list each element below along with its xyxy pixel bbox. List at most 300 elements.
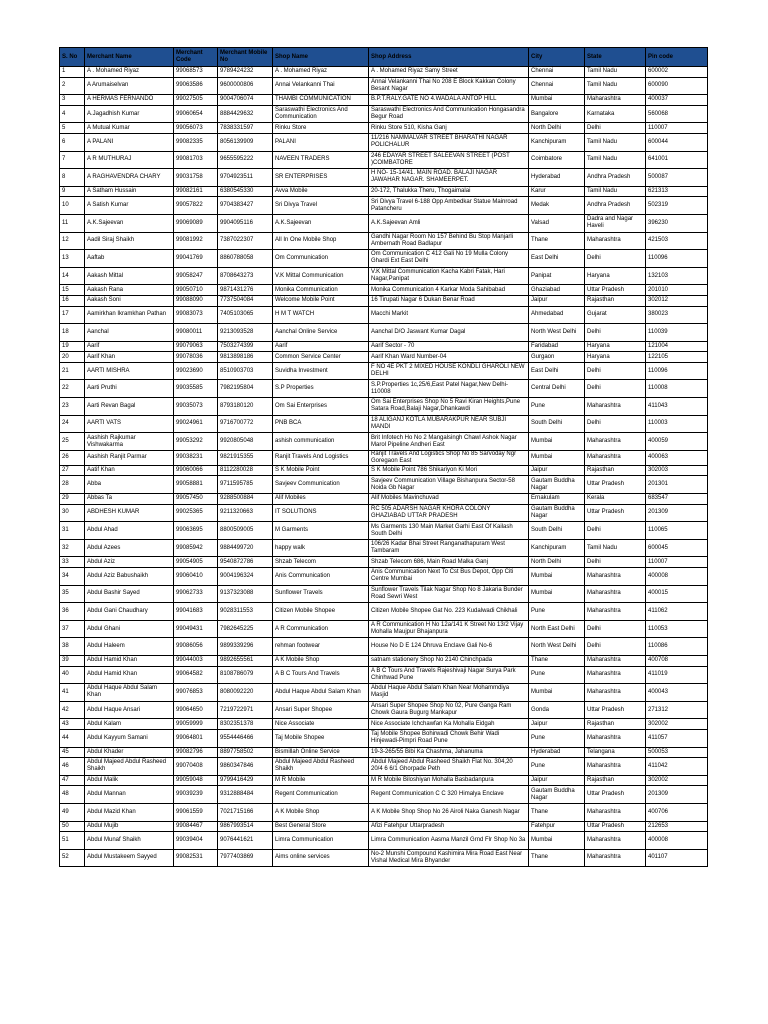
merchant-name-cell: Abdul Haque Abdul Salam Khan [85, 684, 174, 702]
merchant-code-cell: 99024961 [174, 415, 218, 433]
mobile-no-cell: 7982195804 [218, 380, 273, 398]
state-cell: Haryana [585, 341, 646, 352]
shop-name-cell: H M T WATCH [273, 306, 369, 324]
city-cell: Mumbai [529, 450, 585, 465]
merchant-code-cell: 99070408 [174, 758, 218, 776]
mobile-no-cell: 9554446466 [218, 729, 273, 747]
state-cell: Rajasthan [585, 465, 646, 476]
state-cell: Delhi [585, 123, 646, 134]
city-cell: Valsad [529, 214, 585, 232]
merchant-name-cell: Aarif [85, 341, 174, 352]
city-cell: Faridabad [529, 341, 585, 352]
mobile-no-cell: 9799416429 [218, 775, 273, 786]
mobile-no-cell: 8884429632 [218, 105, 273, 123]
table-row [60, 186, 708, 197]
city-cell: East Delhi [529, 362, 585, 380]
table-header [60, 48, 708, 67]
table-row [60, 352, 708, 363]
mobile-no-cell: 7737504084 [218, 295, 273, 306]
mobile-no-cell: 7977403869 [218, 849, 273, 867]
merchant-name-cell: Abdul Aziz Babushaikh [85, 568, 174, 586]
shop-address-cell: S K Mobile Point 786 Shikariyon Ki Mori [369, 465, 529, 476]
pin-code-cell: 201309 [646, 786, 708, 804]
mobile-no-cell: 9892655561 [218, 655, 273, 666]
shop-address-cell: Sunflower Travels Tilak Nagar Shop No 8 Jakaria Bunder Road Sewri West [369, 585, 529, 603]
city-cell: North East Delhi [529, 620, 585, 638]
state-cell: Delhi [585, 362, 646, 380]
table-row [60, 465, 708, 476]
merchant-name-cell: Aaftab [85, 250, 174, 268]
city-cell: Gautam Buddha Nagar [529, 504, 585, 522]
mobile-no-cell: 8108786079 [218, 666, 273, 684]
mobile-no-cell: 6380545330 [218, 186, 273, 197]
merchant-code-cell: 99039404 [174, 832, 218, 850]
mobile-no-cell: 9211320663 [218, 504, 273, 522]
header-row [60, 48, 708, 67]
state-cell: Uttar Pradesh [585, 504, 646, 522]
city-cell: North West Delhi [529, 638, 585, 656]
mobile-no-cell: 9004706074 [218, 95, 273, 106]
merchant-name-cell: Abdul Haque Ansari [85, 701, 174, 719]
state-cell: Maharashtra [585, 450, 646, 465]
city-cell: Chennai [529, 77, 585, 95]
pin-code-cell: 201010 [646, 285, 708, 296]
table-row [60, 105, 708, 123]
shop-address-cell: Aanchal D/O Jaswant Kumar Dagal [369, 324, 529, 342]
mobile-no-cell: 7503274399 [218, 341, 273, 352]
mobile-no-cell: 8510903703 [218, 362, 273, 380]
state-cell: Delhi [585, 250, 646, 268]
header-merchant-name: Merchant Name [85, 48, 174, 67]
merchant-name-cell: A Arumaiselvan [85, 77, 174, 95]
city-cell: Karur [529, 186, 585, 197]
shop-name-cell: Aarif [273, 341, 369, 352]
pin-code-cell: 110086 [646, 638, 708, 656]
table-row [60, 362, 708, 380]
shop-name-cell: A R Communication [273, 620, 369, 638]
shop-address-cell: Afizi Fatehpur Uttarpradesh [369, 821, 529, 832]
shop-address-cell: Citizen Mobile Shopee Gat No. 223 Kudalwadi Chikhali [369, 603, 529, 621]
table-row [60, 67, 708, 78]
shop-name-cell: M Garments [273, 522, 369, 540]
mobile-no-cell: 9867993514 [218, 821, 273, 832]
merchant-name-cell: Aakash Soni [85, 295, 174, 306]
merchant-code-cell: 99064582 [174, 666, 218, 684]
shop-address-cell: No-2 Munshi Compound Kashimira Mira Road East Near Vishal Medical Mira Bhyander [369, 849, 529, 867]
shop-name-cell: Abdul Haque Abdul Salam Khan [273, 684, 369, 702]
serial-no-cell: 27 [60, 465, 85, 476]
table-row [60, 821, 708, 832]
merchant-code-cell: 99064650 [174, 701, 218, 719]
shop-address-cell: 11/216 NAMMALVAR STREET BHARATHI NAGAR POLICHALUR [369, 133, 529, 151]
state-cell: Uttar Pradesh [585, 701, 646, 719]
mobile-no-cell: 9704923511 [218, 169, 273, 187]
mobile-no-cell: 8708643273 [218, 267, 273, 285]
serial-no-cell: 37 [60, 620, 85, 638]
shop-name-cell: Citizen Mobile Shopee [273, 603, 369, 621]
pin-code-cell: 302012 [646, 295, 708, 306]
mobile-no-cell: 9655595222 [218, 151, 273, 169]
mobile-no-cell: 7387022307 [218, 232, 273, 250]
pin-code-cell: 600044 [646, 133, 708, 151]
table-row [60, 775, 708, 786]
merchant-code-cell: 99082796 [174, 747, 218, 758]
shop-address-cell: Macchi Markit [369, 306, 529, 324]
shop-address-cell: 19-3-265/55 Bibi Ka Chashma, Jahanuma [369, 747, 529, 758]
table-row [60, 380, 708, 398]
mobile-no-cell: 8793180120 [218, 398, 273, 416]
mobile-no-cell: 8800509005 [218, 522, 273, 540]
pin-code-cell: 110096 [646, 362, 708, 380]
state-cell: Maharashtra [585, 758, 646, 776]
state-cell: Delhi [585, 522, 646, 540]
merchant-code-cell: 99082335 [174, 133, 218, 151]
mobile-no-cell: 9904095116 [218, 214, 273, 232]
city-cell: Bangalore [529, 105, 585, 123]
city-cell: South Delhi [529, 415, 585, 433]
merchant-code-cell: 99039239 [174, 786, 218, 804]
merchant-name-cell: Abdul Malik [85, 775, 174, 786]
header-shop-address: Shop Address [369, 48, 529, 67]
shop-address-cell: H NO- 15-14/41. MAIN ROAD. BALAJI NAGAR JAWAHAR NAGAR. SHAMEERPET. [369, 169, 529, 187]
shop-address-cell: Monika Communication 4 Karkar Moda Sahibabad [369, 285, 529, 296]
city-cell: Gonda [529, 701, 585, 719]
shop-address-cell: M R Mobile Biloshiyan Mohalla Basbadanpura [369, 775, 529, 786]
city-cell: Gurgaon [529, 352, 585, 363]
shop-address-cell: RC 505 ADARSH NAGAR KHORA COLONY GHAZIABAD UTTAR PRADESH [369, 504, 529, 522]
state-cell: Haryana [585, 267, 646, 285]
state-cell: Delhi [585, 324, 646, 342]
shop-address-cell: S.P.Properties 1c,25/6,East Patel Nagar,New Delhi-110008 [369, 380, 529, 398]
shop-address-cell: Regent Communication C C 320 Himalya Enclave [369, 786, 529, 804]
merchant-name-cell: Abdul Munaf Shaikh [85, 832, 174, 850]
table-row [60, 701, 708, 719]
merchant-code-cell: 99063586 [174, 77, 218, 95]
city-cell: Panipat [529, 267, 585, 285]
shop-address-cell: 18 ALIGANJ KOTLA MUBARAKPUR NEAR SUBJI MANDI [369, 415, 529, 433]
state-cell: Uttar Pradesh [585, 476, 646, 494]
serial-no-cell: 33 [60, 557, 85, 568]
merchant-name-cell: A R MUTHURAJ [85, 151, 174, 169]
serial-no-cell: 16 [60, 295, 85, 306]
mobile-no-cell: 8112280028 [218, 465, 273, 476]
merchant-code-cell: 99060654 [174, 105, 218, 123]
state-cell: Maharashtra [585, 603, 646, 621]
shop-name-cell: PALANI [273, 133, 369, 151]
city-cell: Mumbai [529, 832, 585, 850]
state-cell: Maharashtra [585, 398, 646, 416]
shop-name-cell: THAMBI COMMUNICATION [273, 95, 369, 106]
pin-code-cell: 683547 [646, 494, 708, 505]
serial-no-cell: 6 [60, 133, 85, 151]
state-cell: Uttar Pradesh [585, 821, 646, 832]
merchant-code-cell: 99083073 [174, 306, 218, 324]
state-cell: Uttar Pradesh [585, 285, 646, 296]
state-cell: Maharashtra [585, 849, 646, 867]
serial-no-cell: 46 [60, 758, 85, 776]
city-cell: Pune [529, 666, 585, 684]
serial-no-cell: 14 [60, 267, 85, 285]
city-cell: Ernakulam [529, 494, 585, 505]
shop-address-cell: Aarif Khan Ward Number-04 [369, 352, 529, 363]
merchant-code-cell: 99062733 [174, 585, 218, 603]
city-cell: Thane [529, 849, 585, 867]
merchant-code-cell: 99041769 [174, 250, 218, 268]
merchant-sheet [59, 47, 707, 867]
state-cell: Maharashtra [585, 729, 646, 747]
shop-name-cell: Common Service Center [273, 352, 369, 363]
city-cell: Mumbai [529, 585, 585, 603]
merchant-code-cell: 99038231 [174, 450, 218, 465]
city-cell: Mumbai [529, 568, 585, 586]
shop-name-cell: Saraswathi Electronics And Communication [273, 105, 369, 123]
table-row [60, 341, 708, 352]
mobile-no-cell: 9704383427 [218, 197, 273, 215]
table-row [60, 267, 708, 285]
shop-name-cell: Aims online services [273, 849, 369, 867]
mobile-no-cell: 9004196324 [218, 568, 273, 586]
city-cell: Mumbai [529, 95, 585, 106]
serial-no-cell: 29 [60, 494, 85, 505]
merchant-code-cell: 99078036 [174, 352, 218, 363]
mobile-no-cell: 8302351378 [218, 719, 273, 730]
shop-name-cell: S K Mobile Point [273, 465, 369, 476]
merchant-code-cell: 99058247 [174, 267, 218, 285]
merchant-name-cell: A Mutual Kumar [85, 123, 174, 134]
merchant-code-cell: 99027505 [174, 95, 218, 106]
merchant-name-cell: Abdul Ghani [85, 620, 174, 638]
mobile-no-cell: 9076441621 [218, 832, 273, 850]
merchant-code-cell: 99068573 [174, 67, 218, 78]
pin-code-cell: 110003 [646, 415, 708, 433]
serial-no-cell: 32 [60, 539, 85, 557]
serial-no-cell: 47 [60, 775, 85, 786]
shop-name-cell: Limra Communication [273, 832, 369, 850]
pin-code-cell: 400063 [646, 450, 708, 465]
serial-no-cell: 18 [60, 324, 85, 342]
serial-no-cell: 30 [60, 504, 85, 522]
merchant-name-cell: A.K.Sajeevan [85, 214, 174, 232]
shop-name-cell: Bismillah Online Service [273, 747, 369, 758]
merchant-code-cell: 99069089 [174, 214, 218, 232]
state-cell: Haryana [585, 352, 646, 363]
shop-name-cell: A.K.Sajeevan [273, 214, 369, 232]
merchant-name-cell: Aakash Rana [85, 285, 174, 296]
shop-name-cell: Abdul Majeed Abdul Rasheed Shaikh [273, 758, 369, 776]
merchant-code-cell: 99035073 [174, 398, 218, 416]
table-row [60, 620, 708, 638]
city-cell: Mumbai [529, 684, 585, 702]
shop-name-cell: M R Mobile [273, 775, 369, 786]
merchant-table [59, 47, 708, 867]
merchant-name-cell: Abdul Bashir Sayed [85, 585, 174, 603]
pin-code-cell: 400015 [646, 585, 708, 603]
serial-no-cell: 23 [60, 398, 85, 416]
table-row [60, 539, 708, 557]
shop-address-cell: 16 Tirupati Nagar 6 Dukan Benar Road [369, 295, 529, 306]
state-cell: Maharashtra [585, 95, 646, 106]
pin-code-cell: 110007 [646, 557, 708, 568]
serial-no-cell: 11 [60, 214, 85, 232]
city-cell: Ahmedabad [529, 306, 585, 324]
city-cell: Chennai [529, 67, 585, 78]
shop-address-cell: A R Communication H No 12a/141 K Street No 13/2 Vijay Mohalla Maujpur Bhajanpura [369, 620, 529, 638]
state-cell: Maharashtra [585, 803, 646, 821]
shop-address-cell: Saraswathi Electronics And Communication Hongasandra Begur Road [369, 105, 529, 123]
shop-address-cell: satnam stationery Shop No 2140 Chinchpada [369, 655, 529, 666]
state-cell: Maharashtra [585, 585, 646, 603]
pin-code-cell: 411019 [646, 666, 708, 684]
merchant-name-cell: Abba [85, 476, 174, 494]
state-cell: Andhra Pradesh [585, 169, 646, 187]
merchant-name-cell: Abdul Gani Chaudhary [85, 603, 174, 621]
merchant-name-cell: Abdul Majeed Abdul Rasheed Shaikh [85, 758, 174, 776]
pin-code-cell: 400706 [646, 803, 708, 821]
merchant-name-cell: Aanchal [85, 324, 174, 342]
city-cell: Gautam Buddha Nagar [529, 476, 585, 494]
pin-code-cell: 401107 [646, 849, 708, 867]
merchant-name-cell: Abdul Kayyum Samani [85, 729, 174, 747]
serial-no-cell: 21 [60, 362, 85, 380]
shop-name-cell: PNB BCA [273, 415, 369, 433]
merchant-code-cell: 99025365 [174, 504, 218, 522]
shop-name-cell: Savjeev Communication [273, 476, 369, 494]
shop-address-cell: Om Communication C 412 Gali No 19 Mulla Colony Ghardi Ext East Delhi [369, 250, 529, 268]
serial-no-cell: 2 [60, 77, 85, 95]
shop-name-cell: Aanchal Online Service [273, 324, 369, 342]
state-cell: Maharashtra [585, 684, 646, 702]
shop-name-cell: A K Mobile Shop [273, 803, 369, 821]
merchant-code-cell: 99082531 [174, 849, 218, 867]
merchant-code-cell: 99063695 [174, 522, 218, 540]
shop-name-cell: ashish communication [273, 433, 369, 451]
shop-name-cell: Om Sai Enterprises [273, 398, 369, 416]
mobile-no-cell: 9920805048 [218, 433, 273, 451]
state-cell: Rajasthan [585, 295, 646, 306]
shop-name-cell: All In One Mobile Shop [273, 232, 369, 250]
shop-address-cell: 20-172, Thalukka Theru, Thogaimalai [369, 186, 529, 197]
pin-code-cell: 110053 [646, 620, 708, 638]
shop-address-cell: Ms Garments 130 Main Market Garhi East Of Kailash South Delhi [369, 522, 529, 540]
shop-name-cell: Ranjit Travels And Logistics [273, 450, 369, 465]
shop-address-cell: Alif Mobiles Mavinchuvad [369, 494, 529, 505]
merchant-code-cell: 99084467 [174, 821, 218, 832]
table-row [60, 151, 708, 169]
table-row [60, 832, 708, 850]
merchant-code-cell: 99044003 [174, 655, 218, 666]
table-row [60, 476, 708, 494]
merchant-code-cell: 99060410 [174, 568, 218, 586]
pin-code-cell: 411042 [646, 758, 708, 776]
shop-address-cell: A . Mohamed Riyaz Samy Street [369, 67, 529, 78]
merchant-name-cell: Abdul Ahad [85, 522, 174, 540]
pin-code-cell: 400008 [646, 832, 708, 850]
shop-name-cell: happy walk [273, 539, 369, 557]
state-cell: Maharashtra [585, 433, 646, 451]
city-cell: Gautam Buddha Nagar [529, 786, 585, 804]
serial-no-cell: 28 [60, 476, 85, 494]
serial-no-cell: 43 [60, 719, 85, 730]
merchant-code-cell: 99064801 [174, 729, 218, 747]
merchant-code-cell: 99057822 [174, 197, 218, 215]
header-merchant-code: Merchant Code [174, 48, 218, 67]
state-cell: Delhi [585, 620, 646, 638]
shop-name-cell: Anis Communication [273, 568, 369, 586]
merchant-name-cell: Aashish Ranjit Parmar [85, 450, 174, 465]
merchant-name-cell: A Satish Kumar [85, 197, 174, 215]
pin-code-cell: 201301 [646, 476, 708, 494]
city-cell: Thane [529, 655, 585, 666]
merchant-code-cell: 99060066 [174, 465, 218, 476]
mobile-no-cell: 9213093528 [218, 324, 273, 342]
merchant-name-cell: Aakash Mittal [85, 267, 174, 285]
shop-name-cell: Annai Velankanni Thai [273, 77, 369, 95]
header-serial-no: S. No [60, 48, 85, 67]
serial-no-cell: 25 [60, 433, 85, 451]
merchant-code-cell: 99080011 [174, 324, 218, 342]
mobile-no-cell: 9813898186 [218, 352, 273, 363]
pin-code-cell: 380023 [646, 306, 708, 324]
pin-code-cell: 302002 [646, 775, 708, 786]
merchant-name-cell: A HERMAS FERNANDO [85, 95, 174, 106]
merchant-code-cell: 99050710 [174, 285, 218, 296]
state-cell: Rajasthan [585, 719, 646, 730]
merchant-name-cell: Abdul Hamid Khan [85, 666, 174, 684]
mobile-no-cell: 9711595785 [218, 476, 273, 494]
state-cell: Gujarat [585, 306, 646, 324]
merchant-code-cell: 99079063 [174, 341, 218, 352]
merchant-code-cell: 99081703 [174, 151, 218, 169]
shop-address-cell: Sri Divya Travel 6-188 Opp Ambedkar Statue Mainroad Patancheru [369, 197, 529, 215]
shop-address-cell: Abdul Majeed Abdul Rasheed Shaikh Flat No. 304,20 20/4 6 6/1 Ghorpade Peth [369, 758, 529, 776]
mobile-no-cell: 9600000806 [218, 77, 273, 95]
table-row [60, 123, 708, 134]
table-row [60, 433, 708, 451]
serial-no-cell: 35 [60, 585, 85, 603]
pin-code-cell: 396230 [646, 214, 708, 232]
header-shop-name: Shop Name [273, 48, 369, 67]
state-cell: Rajasthan [585, 775, 646, 786]
table-row [60, 684, 708, 702]
merchant-name-cell: Aarif Khan [85, 352, 174, 363]
serial-no-cell: 7 [60, 151, 85, 169]
table-row [60, 786, 708, 804]
shop-address-cell: Anis Communication Next To Cst Bus Depot, Opp Citi Centre Mumbai [369, 568, 529, 586]
serial-no-cell: 24 [60, 415, 85, 433]
shop-name-cell: V.K Mittal Communication [273, 267, 369, 285]
pin-code-cell: 400037 [646, 95, 708, 106]
pin-code-cell: 110008 [646, 380, 708, 398]
pin-code-cell: 411062 [646, 603, 708, 621]
city-cell: Jaipur [529, 719, 585, 730]
city-cell: Pune [529, 758, 585, 776]
merchant-name-cell: Aashish Rajkumar Vishwakarma [85, 433, 174, 451]
pin-code-cell: 201309 [646, 504, 708, 522]
serial-no-cell: 13 [60, 250, 85, 268]
merchant-code-cell: 99056073 [174, 123, 218, 134]
serial-no-cell: 44 [60, 729, 85, 747]
header-city: City [529, 48, 585, 67]
city-cell: North West Delhi [529, 324, 585, 342]
state-cell: Maharashtra [585, 655, 646, 666]
mobile-no-cell: 9312888484 [218, 786, 273, 804]
serial-no-cell: 49 [60, 803, 85, 821]
pin-code-cell: 500053 [646, 747, 708, 758]
table-row [60, 504, 708, 522]
shop-name-cell: NAVEEN TRADERS [273, 151, 369, 169]
shop-name-cell: Rinku Store [273, 123, 369, 134]
shop-address-cell: Gandhi Nagar Room No 157 Behind Bu Stop Manjarli Ambernath Road Badlapur [369, 232, 529, 250]
